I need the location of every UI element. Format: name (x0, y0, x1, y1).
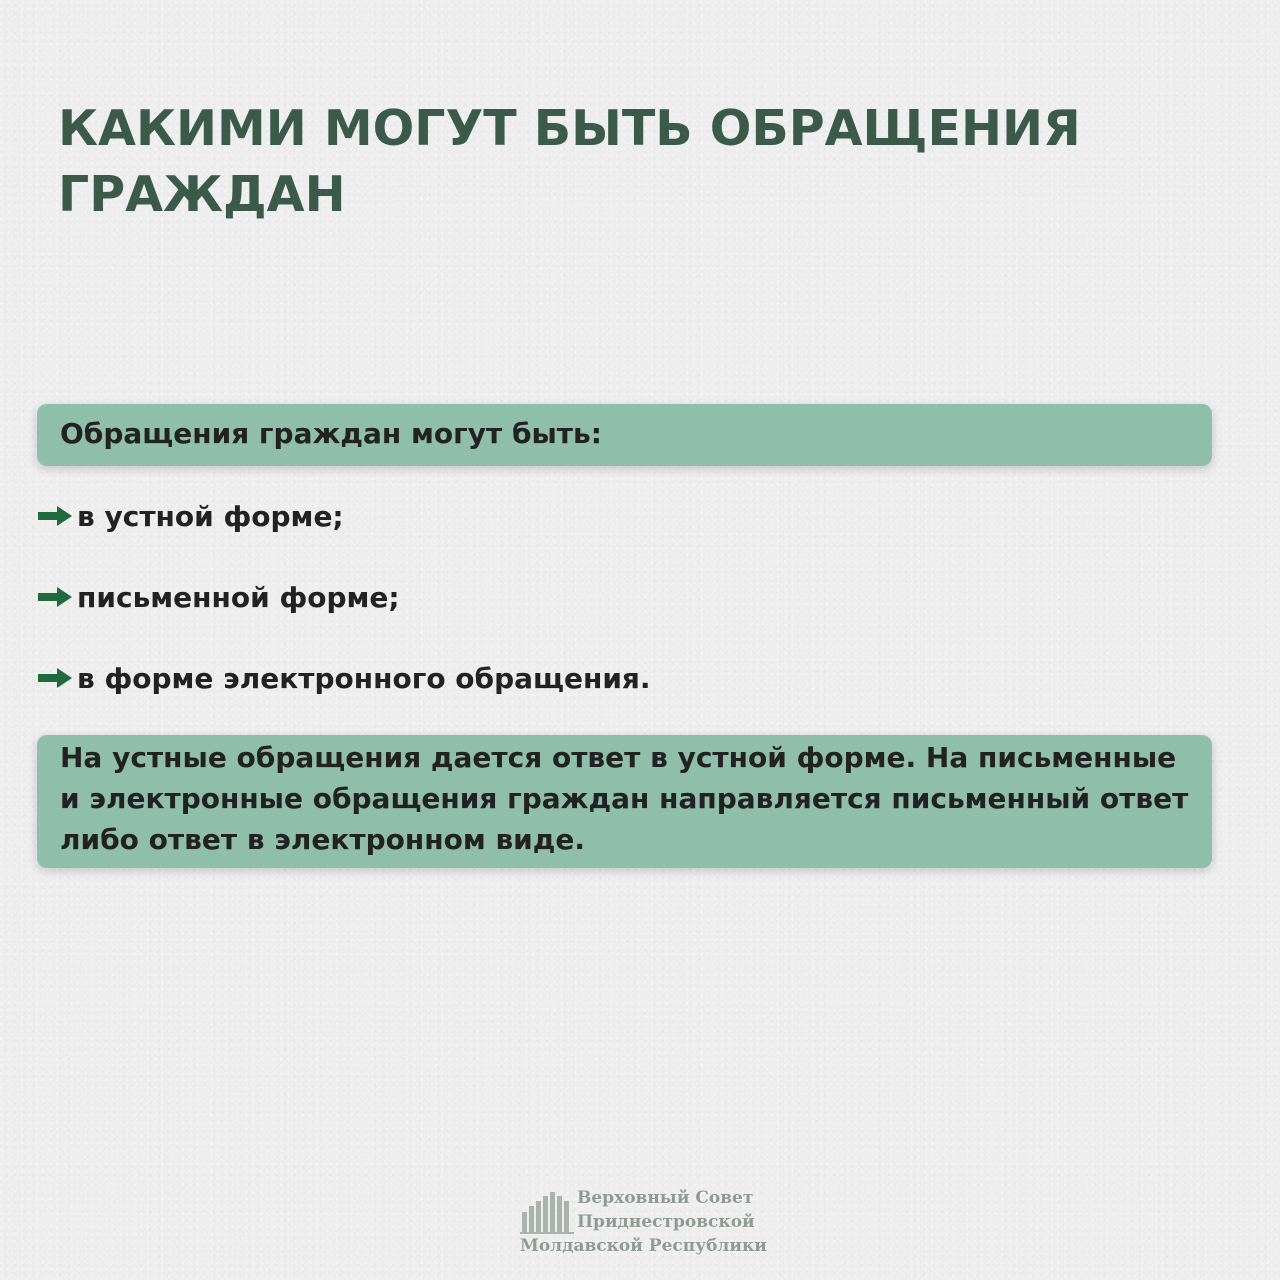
lead-box (37, 404, 1212, 466)
list-item (37, 654, 651, 702)
note-box (37, 735, 1212, 868)
arrow-right-icon (37, 505, 73, 527)
list-item (37, 573, 651, 621)
form-label: в устной форме; (77, 499, 344, 533)
building-emblem-icon (520, 1190, 574, 1234)
page-title: КАКИМИ МОГУТ БЫТЬ ОБРАЩЕНИЯ ГРАЖДАН (58, 100, 1081, 223)
arrow-right-icon (37, 667, 73, 689)
footer-line-1: Верховный Совет (577, 1188, 754, 1208)
forms-list (37, 492, 651, 735)
footer-line-3: Молдавской Республики (520, 1236, 767, 1256)
lead-text: Обращения граждан могут быть: (60, 417, 602, 450)
form-label: письменной форме; (77, 580, 400, 614)
footer-logo (520, 1186, 770, 1262)
form-label: в форме электронного обращения. (77, 661, 651, 695)
note-text: На устные обращения дается ответ в устной форме. На письменные и электронные обращения граждан направляется письменный ответ либо ответ в электронном виде. (60, 741, 1189, 856)
footer-line-2: Приднестровской (577, 1212, 755, 1232)
list-item (37, 492, 651, 540)
arrow-right-icon (37, 586, 73, 608)
